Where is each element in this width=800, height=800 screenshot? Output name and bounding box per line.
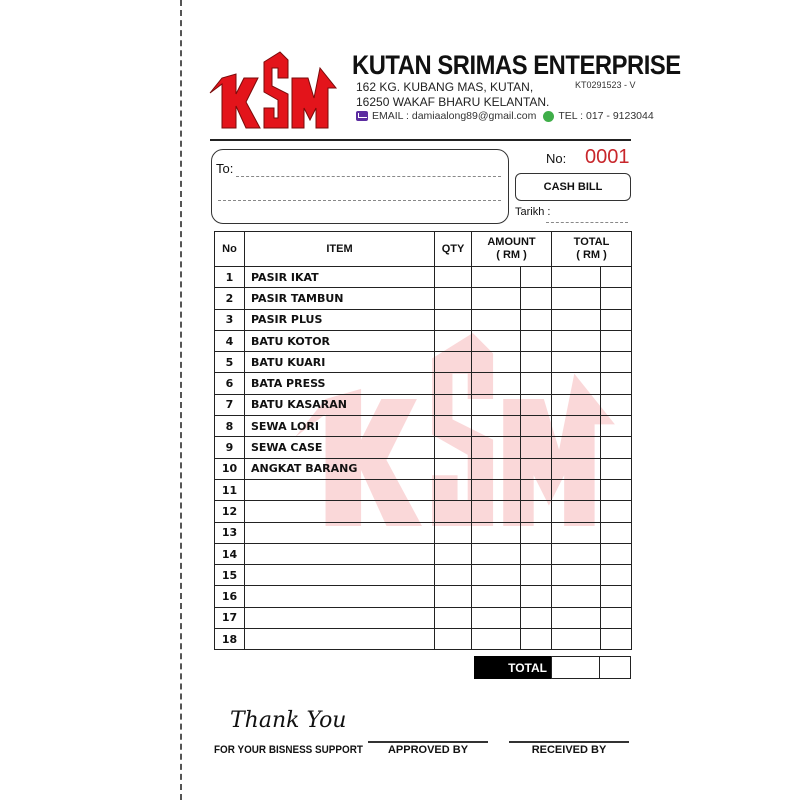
row-amount-rm[interactable] [472, 267, 521, 288]
row-number: 3 [215, 309, 245, 330]
header-divider [210, 139, 631, 141]
table-row [215, 501, 632, 522]
row-qty[interactable] [435, 416, 472, 437]
row-number: 8 [215, 416, 245, 437]
row-number: 11 [215, 479, 245, 500]
row-amount-rm[interactable] [472, 543, 521, 564]
table-row [215, 607, 632, 628]
row-qty[interactable] [435, 543, 472, 564]
row-total-sen[interactable] [601, 267, 632, 288]
header-total: TOTAL ( RM ) [552, 232, 632, 267]
table-header-row [215, 232, 632, 267]
row-number: 1 [215, 267, 245, 288]
table-row [215, 267, 632, 288]
row-qty[interactable] [435, 522, 472, 543]
row-number: 18 [215, 629, 245, 650]
support-text: FOR YOUR BISNESS SUPPORT [214, 744, 363, 756]
row-number: 9 [215, 437, 245, 458]
row-total-sen[interactable] [601, 288, 632, 309]
row-item[interactable]: PASIR PLUS [245, 309, 435, 330]
row-amount-sen[interactable] [521, 373, 552, 394]
row-total-sen[interactable] [601, 352, 632, 373]
row-item[interactable]: PASIR IKAT [245, 267, 435, 288]
row-amount-sen[interactable] [521, 330, 552, 351]
row-total-rm[interactable] [552, 522, 601, 543]
table-row [215, 586, 632, 607]
row-amount-sen[interactable] [521, 501, 552, 522]
row-item[interactable]: BATU KASARAN [245, 394, 435, 415]
row-total-rm[interactable] [552, 501, 601, 522]
header-amount: AMOUNT ( RM ) [472, 232, 552, 267]
row-item[interactable] [245, 565, 435, 586]
row-qty[interactable] [435, 330, 472, 351]
total-sen-cell[interactable] [600, 656, 631, 679]
row-amount-rm[interactable] [472, 352, 521, 373]
row-amount-rm[interactable] [472, 394, 521, 415]
approved-signature-line[interactable] [368, 741, 488, 743]
date-label: Tarikh : [515, 206, 551, 218]
header-no: No [215, 232, 245, 267]
table-row [215, 416, 632, 437]
bill-number-label: No: [546, 151, 567, 166]
row-total-sen[interactable] [601, 458, 632, 479]
ksm-logo [208, 48, 338, 132]
row-total-rm[interactable] [552, 416, 601, 437]
header-qty: QTY [435, 232, 472, 267]
row-number: 16 [215, 586, 245, 607]
row-total-rm[interactable] [552, 309, 601, 330]
row-item[interactable] [245, 479, 435, 500]
table-row [215, 458, 632, 479]
row-amount-sen[interactable] [521, 522, 552, 543]
received-by-label: RECEIVED BY [531, 744, 607, 756]
row-total-rm[interactable] [552, 437, 601, 458]
row-amount-sen[interactable] [521, 288, 552, 309]
row-qty[interactable] [435, 479, 472, 500]
row-amount-sen[interactable] [521, 565, 552, 586]
row-amount-sen[interactable] [521, 394, 552, 415]
row-amount-rm[interactable] [472, 309, 521, 330]
row-amount-sen[interactable] [521, 607, 552, 628]
row-total-rm[interactable] [552, 629, 601, 650]
received-signature-line[interactable] [509, 741, 629, 743]
row-qty[interactable] [435, 352, 472, 373]
approved-by-label: APPROVED BY [387, 744, 469, 756]
table-row [215, 565, 632, 586]
row-item[interactable] [245, 607, 435, 628]
row-total-rm[interactable] [552, 373, 601, 394]
row-total-sen[interactable] [601, 416, 632, 437]
row-number: 13 [215, 522, 245, 543]
row-total-sen[interactable] [601, 586, 632, 607]
row-amount-sen[interactable] [521, 629, 552, 650]
table-row [215, 437, 632, 458]
row-qty[interactable] [435, 586, 472, 607]
row-amount-sen[interactable] [521, 437, 552, 458]
row-total-sen[interactable] [601, 522, 632, 543]
row-qty[interactable] [435, 437, 472, 458]
row-total-rm[interactable] [552, 352, 601, 373]
row-amount-rm[interactable] [472, 565, 521, 586]
row-item[interactable] [245, 543, 435, 564]
row-qty[interactable] [435, 309, 472, 330]
company-name: KUTAN SRIMAS ENTERPRISE [352, 50, 681, 80]
row-number: 4 [215, 330, 245, 351]
row-qty[interactable] [435, 267, 472, 288]
row-amount-rm[interactable] [472, 458, 521, 479]
row-qty[interactable] [435, 458, 472, 479]
row-total-sen[interactable] [601, 330, 632, 351]
tel-text: TEL : 017 - 9123044 [558, 110, 654, 122]
row-amount-rm[interactable] [472, 586, 521, 607]
row-number: 14 [215, 543, 245, 564]
row-amount-sen[interactable] [521, 586, 552, 607]
total-label: TOTAL [474, 656, 551, 679]
row-total-rm[interactable] [552, 586, 601, 607]
row-item[interactable]: BATA PRESS [245, 373, 435, 394]
to-label: To: [216, 161, 234, 176]
row-total-sen[interactable] [601, 373, 632, 394]
row-amount-rm[interactable] [472, 330, 521, 351]
row-total-sen[interactable] [601, 394, 632, 415]
row-item[interactable]: BATU KOTOR [245, 330, 435, 351]
table-row [215, 330, 632, 351]
row-item[interactable]: ANGKAT BARANG [245, 458, 435, 479]
row-amount-sen[interactable] [521, 543, 552, 564]
row-amount-sen[interactable] [521, 458, 552, 479]
row-total-rm[interactable] [552, 394, 601, 415]
address-line-2: 16250 WAKAF BHARU KELANTAN. [356, 95, 550, 109]
perforation-line [180, 0, 182, 800]
row-total-rm[interactable] [552, 543, 601, 564]
row-item[interactable]: PASIR TAMBUN [245, 288, 435, 309]
table-row [215, 352, 632, 373]
recipient-line-1[interactable] [236, 176, 501, 177]
row-amount-rm[interactable] [472, 607, 521, 628]
row-amount-rm[interactable] [472, 373, 521, 394]
row-total-rm[interactable] [552, 288, 601, 309]
row-total-sen[interactable] [601, 607, 632, 628]
row-item[interactable]: SEWA LORI [245, 416, 435, 437]
row-total-sen[interactable] [601, 543, 632, 564]
table-row [215, 479, 632, 500]
row-amount-rm[interactable] [472, 629, 521, 650]
row-amount-rm[interactable] [472, 416, 521, 437]
row-amount-sen[interactable] [521, 309, 552, 330]
address-line-1: 162 KG. KUBANG MAS, KUTAN, [356, 80, 534, 94]
row-qty[interactable] [435, 501, 472, 522]
row-amount-rm[interactable] [472, 288, 521, 309]
table-row [215, 373, 632, 394]
row-total-rm[interactable] [552, 565, 601, 586]
grand-total-row [474, 656, 631, 679]
row-amount-sen[interactable] [521, 267, 552, 288]
row-number: 12 [215, 501, 245, 522]
date-field[interactable] [546, 222, 628, 223]
row-qty[interactable] [435, 373, 472, 394]
row-number: 17 [215, 607, 245, 628]
row-item[interactable] [245, 586, 435, 607]
table-row [215, 522, 632, 543]
row-number: 6 [215, 373, 245, 394]
row-number: 10 [215, 458, 245, 479]
row-qty[interactable] [435, 288, 472, 309]
items-table [214, 231, 632, 650]
row-number: 2 [215, 288, 245, 309]
bill-number: 0001 [585, 146, 630, 168]
row-total-sen[interactable] [601, 501, 632, 522]
row-amount-sen[interactable] [521, 352, 552, 373]
email-icon [356, 111, 368, 121]
row-total-sen[interactable] [601, 309, 632, 330]
table-row [215, 543, 632, 564]
row-amount-sen[interactable] [521, 416, 552, 437]
thank-you-text: Thank You [230, 708, 347, 733]
row-total-rm[interactable] [552, 458, 601, 479]
row-item[interactable] [245, 522, 435, 543]
row-total-sen[interactable] [601, 629, 632, 650]
row-total-rm[interactable] [552, 330, 601, 351]
row-qty[interactable] [435, 629, 472, 650]
table-row [215, 309, 632, 330]
cash-bill-label: CASH BILL [515, 173, 631, 201]
row-number: 7 [215, 394, 245, 415]
row-item[interactable]: BATU KUARI [245, 352, 435, 373]
row-item[interactable] [245, 629, 435, 650]
recipient-line-2[interactable] [218, 200, 501, 201]
row-total-sen[interactable] [601, 565, 632, 586]
row-amount-sen[interactable] [521, 479, 552, 500]
row-number: 15 [215, 565, 245, 586]
row-qty[interactable] [435, 394, 472, 415]
total-rm-cell[interactable] [551, 656, 600, 679]
row-total-sen[interactable] [601, 479, 632, 500]
whatsapp-icon [543, 111, 554, 122]
email-text: EMAIL : damiaalong89@gmail.com [372, 110, 537, 122]
row-amount-rm[interactable] [472, 479, 521, 500]
registration-number: KT0291523 - V [575, 80, 636, 90]
recipient-box[interactable] [211, 149, 509, 224]
table-row [215, 288, 632, 309]
row-item[interactable]: SEWA CASE [245, 437, 435, 458]
row-qty[interactable] [435, 607, 472, 628]
row-total-rm[interactable] [552, 479, 601, 500]
row-total-sen[interactable] [601, 437, 632, 458]
contact-info [356, 110, 654, 122]
row-item[interactable] [245, 501, 435, 522]
row-number: 5 [215, 352, 245, 373]
row-amount-rm[interactable] [472, 501, 521, 522]
table-row [215, 629, 632, 650]
row-total-rm[interactable] [552, 607, 601, 628]
header-item: ITEM [245, 232, 435, 267]
row-qty[interactable] [435, 565, 472, 586]
table-row [215, 394, 632, 415]
row-amount-rm[interactable] [472, 437, 521, 458]
row-amount-rm[interactable] [472, 522, 521, 543]
row-total-rm[interactable] [552, 267, 601, 288]
